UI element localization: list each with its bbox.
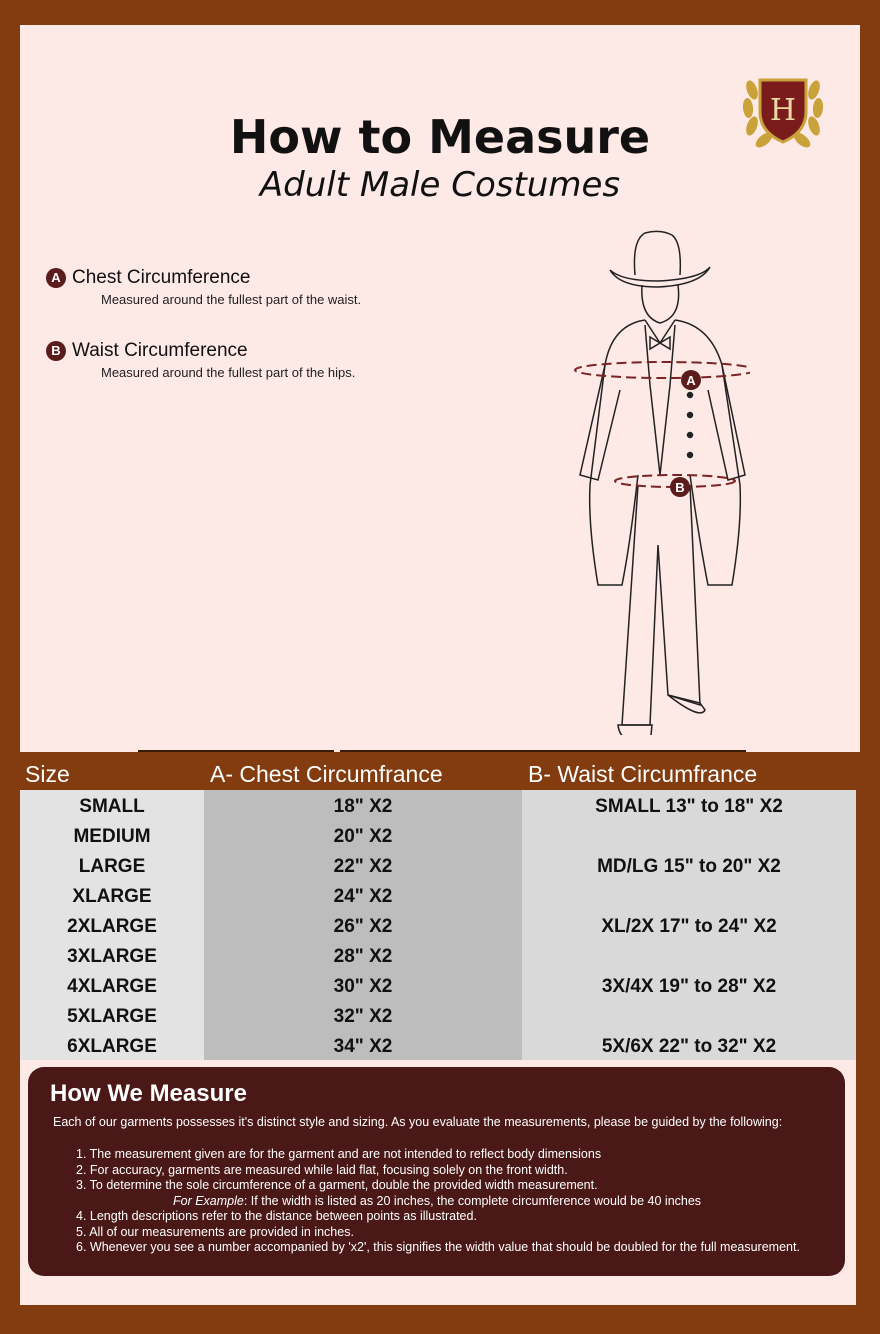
list-item: 2. For accuracy, garments are measured while laid flat, focusing solely on the front width. — [76, 1162, 568, 1177]
size-cell: LARGE — [78, 856, 146, 877]
badge-b: B — [46, 341, 66, 361]
waist-cell: SMALL 13" to 18" X2 — [595, 796, 783, 817]
top-panel — [20, 25, 860, 752]
measure-waist-desc: Measured around the fullest part of the hips. — [101, 365, 356, 380]
list-item: 1. The measurement given are for the garment and are not intended to reflect body dimensions — [76, 1147, 602, 1161]
page-subtitle: Adult Male Costumes — [259, 165, 621, 205]
waist-cell: XL/2X 17" to 24" X2 — [601, 916, 777, 937]
header-waist: B- Waist Circumfrance — [528, 761, 758, 787]
size-cell: XLARGE — [72, 886, 152, 907]
waist-cell: 5X/6X 22" to 32" X2 — [601, 1036, 777, 1057]
how-we-measure-intro: Each of our garments possesses it's distinct style and sizing. As you evaluate the measurements, please be guided by the following: — [53, 1115, 783, 1129]
marker-a: A — [686, 373, 696, 388]
size-cell: MEDIUM — [73, 826, 151, 847]
chest-cell: 20" X2 — [333, 826, 393, 847]
measure-chest — [46, 267, 361, 307]
list-item: 5. All of our measurements are provided in inches. — [76, 1224, 354, 1239]
svg-text:H: H — [769, 93, 797, 128]
table-header — [0, 752, 880, 792]
size-cell: 3XLARGE — [67, 946, 157, 967]
measure-waist — [46, 340, 355, 380]
chest-cell: 22" X2 — [333, 856, 393, 877]
waist-cell — [522, 942, 856, 972]
size-cell: 4XLARGE — [67, 976, 157, 997]
list-item: 4. Length descriptions refer to the distance between points as illustrated. — [76, 1209, 477, 1223]
header-chest: A- Chest Circumfrance — [210, 761, 443, 787]
example-item — [76, 1194, 800, 1210]
list-item: 6. Whenever you see a number accompanied by 'x2', this signifies the width value that should be doubled for the full measurement. — [76, 1240, 800, 1254]
marker-b: B — [675, 480, 685, 495]
chest-cell: 24" X2 — [333, 886, 393, 907]
size-cell: 2XLARGE — [67, 916, 157, 937]
measure-waist-title: Waist Circumference — [72, 340, 248, 361]
size-table — [20, 790, 856, 1060]
chest-cell: 30" X2 — [333, 976, 393, 997]
chest-cell: 28" X2 — [333, 946, 393, 967]
header-size: Size — [25, 761, 70, 787]
waist-cell — [522, 822, 856, 852]
chest-cell: 18" X2 — [333, 796, 393, 817]
measure-chest-title: Chest Circumference — [72, 267, 251, 288]
waist-cell: 3X/4X 19" to 28" X2 — [601, 976, 777, 997]
size-cell: 5XLARGE — [67, 1006, 157, 1027]
waist-cell: MD/LG 15" to 20" X2 — [597, 856, 781, 877]
cowboy-costume-outline-icon — [550, 225, 750, 735]
example-label: For Example — [173, 1193, 244, 1208]
waist-cell — [522, 1002, 856, 1032]
chest-cell: 26" X2 — [333, 916, 393, 937]
example-text: : If the width is listed as 20 inches, the complete circumference would be 40 inches — [243, 1193, 702, 1208]
size-cell: SMALL — [79, 796, 145, 817]
how-we-measure-box — [28, 1067, 845, 1276]
chest-cell: 34" X2 — [333, 1036, 393, 1057]
size-cell: 6XLARGE — [67, 1036, 157, 1057]
how-we-measure-list — [76, 1147, 800, 1256]
how-we-measure-title: How We Measure — [50, 1080, 247, 1107]
list-item: 3. To determine the sole circumference of a garment, double the provided width measurement. — [76, 1178, 598, 1192]
measure-chest-desc: Measured around the fullest part of the waist. — [101, 292, 362, 307]
badge-a: A — [46, 268, 66, 288]
page-title: How to Measure — [229, 110, 651, 164]
waist-cell — [522, 882, 856, 912]
chest-cell: 32" X2 — [333, 1006, 393, 1027]
